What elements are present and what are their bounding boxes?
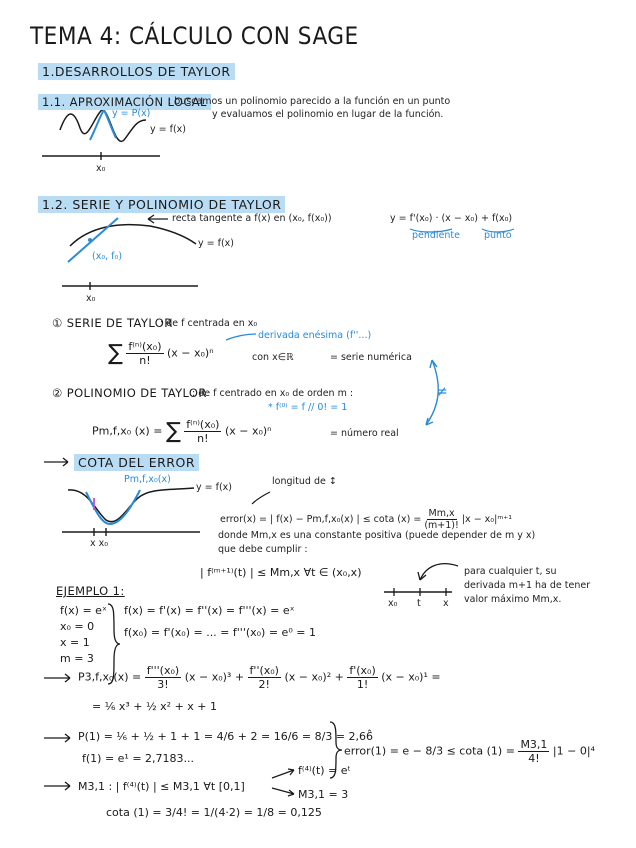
error-heading: COTA DEL ERROR	[74, 454, 199, 471]
error-1: error(1) = e − 8/3 ≤ cota (1) = $\frac{M3,1}{4!}$ |1 − 0|⁴	[344, 738, 595, 765]
p3-simplified: = ⅙ x³ + ½ x² + x + 1	[92, 700, 218, 713]
section1-desc-2: y evaluamos el polinomio en lugar de la función.	[212, 109, 444, 120]
numline-x0: x₀	[388, 598, 398, 609]
derivs-line-2: f(x₀) = f'(x₀) = ... = f'''(x₀) = e⁰ = 1	[124, 626, 316, 639]
poly-desc: : de f centrado en x₀ de orden m :	[192, 388, 354, 399]
sum-symbol-2: ∑	[165, 419, 181, 444]
section2-heading: 1.2. SERIE Y POLINOMIO DE TAYLOR	[38, 196, 285, 213]
tangent-note: recta tangente a f(x) en (x₀, f(x₀))	[172, 213, 332, 224]
m-result-1: f⁽⁴⁾(t) = eᵗ	[298, 764, 351, 777]
sum-symbol: ∑	[108, 341, 123, 366]
graph3-x-labels: x x₀	[90, 538, 109, 549]
cota-line: cota (1) = 3/4! = 1/(4·2) = 1/8 = 0,125	[106, 806, 322, 819]
series-result: = serie numérica	[330, 352, 412, 363]
section1-desc-1: : buscamos un polinomio parecido a la función en un punto	[168, 96, 451, 107]
series-note: derivada enésima (f''...)	[258, 330, 372, 341]
graph2-point-label: (x₀, f₀)	[92, 251, 123, 262]
tangent-arrow	[148, 215, 168, 223]
section1-subheading: 1.1. APROXIMACIÓN LOCAL	[38, 94, 211, 110]
series-cond: con x∈ℝ	[252, 352, 294, 363]
error-heading-arrow	[44, 458, 68, 466]
m-line: M3,1 : | f⁽⁴⁾(t) | ≤ M3,1 ∀t [0,1]	[78, 780, 245, 793]
point-label: punto	[484, 230, 512, 241]
series-desc: : de f centrada en x₀	[160, 318, 258, 329]
series-frac: $\frac{\text{f⁽ⁿ⁾(x₀)}}{n!}$	[128, 340, 162, 367]
page-title: TEMA 4: CÁLCULO CON SAGE	[30, 22, 359, 50]
graph3-f-label: y = f(x)	[196, 482, 233, 493]
error-formula: error(x) = | f(x) − Pm,f,x₀(x) | ≤ cota (x) = $\frac{Mm,x}{(m+1)!}$ |x − x₀|ᵐ⁺¹	[220, 508, 513, 531]
longitud-arrow	[252, 492, 270, 504]
tangent-formula: y = f'(x₀) · (x − x₀) + f(x₀)	[390, 213, 513, 224]
series-formula	[108, 340, 214, 367]
condition: | f⁽ᵐ⁺¹⁾(t) | ≤ Mm,x ∀t ∈ (x₀,x)	[200, 566, 362, 579]
condition-note-1: para cualquier t, su	[464, 566, 557, 577]
series-note-arrow	[226, 334, 256, 340]
given-3: m = 3	[60, 652, 94, 665]
f-of-1: f(1) = e¹ = 2,7183...	[82, 752, 195, 765]
poly-lhs: Pm,f,x₀ (x) =	[92, 424, 163, 438]
poly-tail: (x − x₀)ⁿ	[224, 424, 272, 438]
condition-note-3: valor máximo Mm,x.	[464, 594, 562, 605]
derivs-line-1: f(x) = f'(x) = f''(x) = f'''(x) = eˣ	[124, 604, 295, 617]
poly-title: ② POLINOMIO DE TAYLOR	[52, 386, 207, 400]
slope-label: pendiente	[412, 230, 461, 241]
length-note: longitud de ↕	[272, 476, 337, 487]
graph1-f-label: y = f(x)	[150, 124, 187, 135]
series-tail: (x − x₀)ⁿ	[167, 346, 214, 360]
m-result-2: M3,1 = 3	[298, 788, 349, 801]
graph2-x0-label: x₀	[86, 293, 96, 304]
series-title: ① SERIE DE TAYLOR	[52, 316, 173, 330]
where-line-1: donde Mm,x es una constante positiva (puede depender de m y x)	[218, 530, 536, 541]
graph2-f-label: y = f(x)	[198, 238, 235, 249]
neq-symbol: ≠	[436, 384, 448, 400]
section1-heading: 1.DESARROLLOS DE TAYLOR	[38, 63, 235, 80]
p3-formula: P3,f,x₀(x) = $\frac{\text{f'''(x₀)}}{3!}$ (x − x₀)³ + $\frac{\text{f''(x₀)}}{2!}$ (x − x₀)² + $\frac{\text{f'(x₀)}}{1!}$ (x − x₀)¹ =	[78, 664, 441, 691]
graph1-x0-label: x₀	[96, 163, 106, 174]
condition-note-2: derivada m+1 ha de tener	[464, 580, 591, 591]
given-0: f(x) = eˣ	[60, 604, 107, 617]
poly-result: = número real	[330, 428, 399, 439]
given-1: x₀ = 0	[60, 620, 95, 633]
p-of-1: P(1) = ⅙ + ½ + 1 + 1 = 4/6 + 2 = 16/6 = 8/3 = 2,66̂	[78, 730, 374, 743]
numline-t: t	[417, 598, 421, 609]
numline-x: x	[443, 598, 449, 609]
condition-note-arrow	[418, 564, 458, 580]
example-heading: EJEMPLO 1:	[56, 584, 125, 598]
graph2-point	[88, 238, 92, 242]
poly-frac: $\frac{\text{f⁽ⁿ⁾(x₀)}}{n!}$	[186, 418, 220, 445]
poly-formula	[92, 418, 272, 445]
given-2: x = 1	[60, 636, 90, 649]
poly-note: * f⁽⁰⁾ = f // 0! = 1	[268, 402, 348, 413]
graph3-p-label: Pm,f,x₀(x)	[124, 474, 171, 485]
where-line-2: que debe cumplir :	[218, 544, 308, 555]
graph1-p-label: y = P(x)	[112, 108, 151, 119]
